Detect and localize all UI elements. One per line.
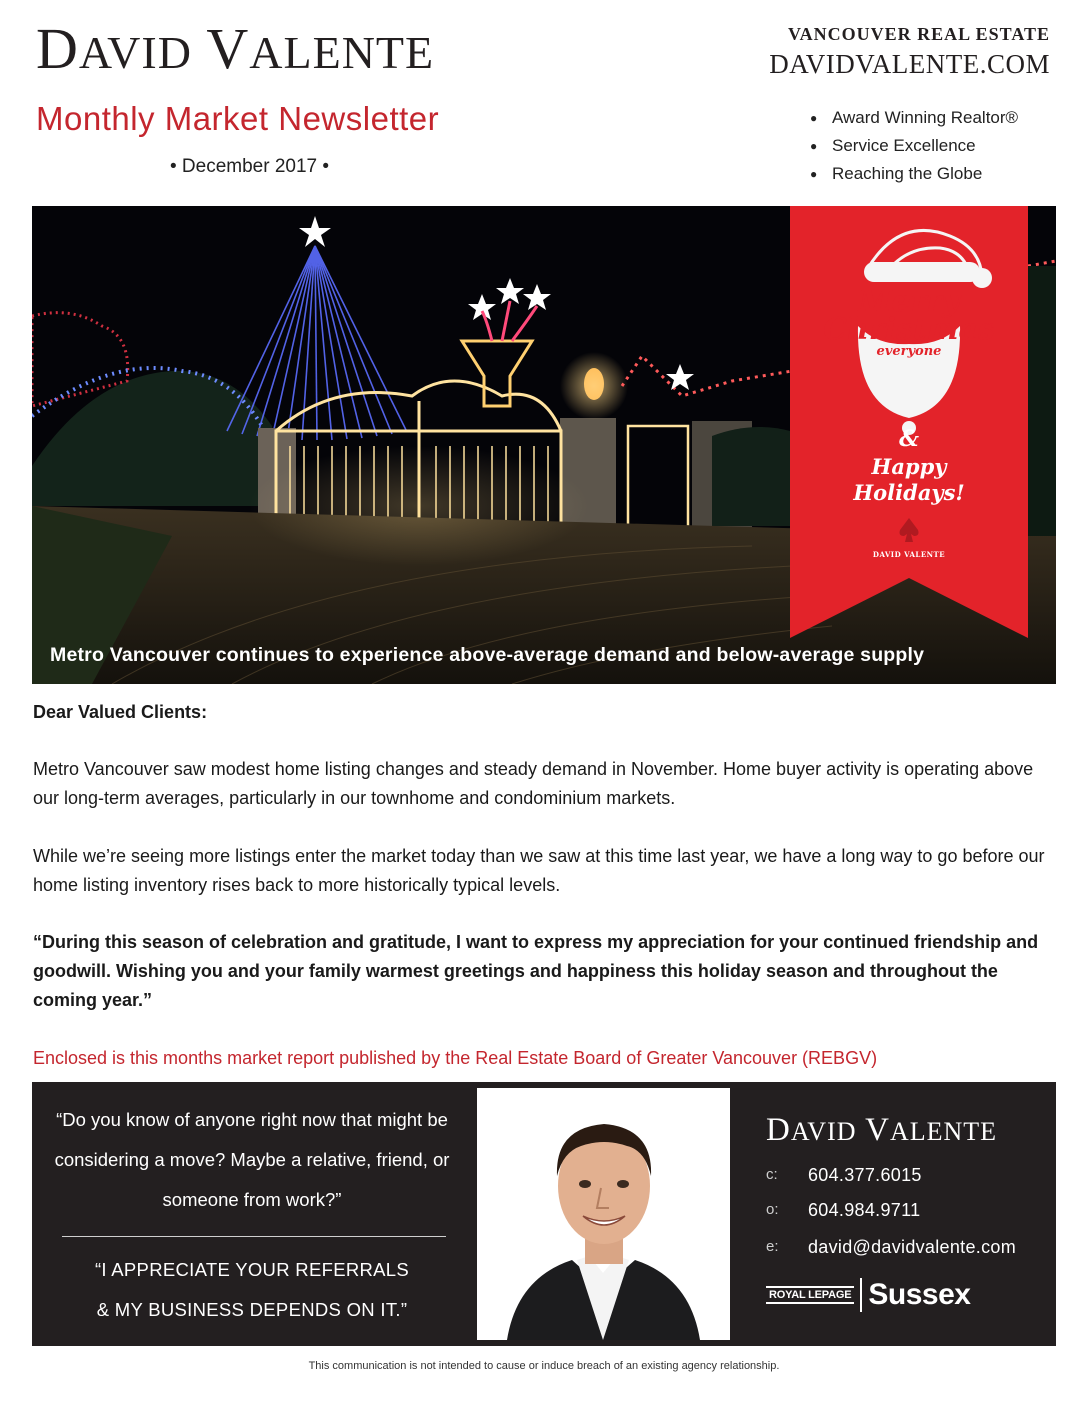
- banner-christmas: Christmas: [823, 312, 995, 347]
- bullet-icon: ●: [810, 111, 818, 125]
- agent-name: DAVID VALENTE: [766, 1112, 998, 1148]
- divider: [62, 1236, 446, 1237]
- email-link[interactable]: e: david@davidvalente.com: [766, 1237, 1016, 1257]
- bullet-icon: ●: [810, 167, 818, 181]
- brand-last-rest: ALENTE: [249, 27, 435, 78]
- brand-name: [36, 16, 435, 81]
- list-item: ● Service Excellence: [810, 132, 1018, 160]
- enclosed-note: Enclosed is this months market report published by the Real Estate Board of Greater Vancouver (REBGV): [33, 1048, 878, 1068]
- banner-happy: Happy: [871, 454, 947, 479]
- highlights-list: [810, 104, 1018, 188]
- agent-portrait: [477, 1088, 730, 1340]
- logo-divider: [860, 1278, 862, 1312]
- hero-caption: Metro Vancouver continues to experience above-average demand and below-average supply: [50, 644, 925, 666]
- paragraph-demand: Metro Vancouver saw modest home listing changes and steady demand in November. Home buyer activity is operating above our long-term averages, particularly in our townhome and condominium markets.: [33, 759, 1034, 808]
- newsletter-title: Monthly Market Newsletter: [36, 100, 440, 137]
- contact-footer: [32, 1082, 1056, 1346]
- brand-first-rest: AVID: [78, 27, 192, 78]
- list-item: ● Reaching the Globe: [810, 160, 1018, 188]
- cell-phone[interactable]: c: 604.377.6015: [766, 1165, 922, 1185]
- holiday-banner: [790, 206, 1028, 638]
- list-item: ● Award Winning Realtor®: [810, 104, 1018, 132]
- disclaimer: This communication is not intended to cause or induce breach of an existing agency relationship.: [308, 1360, 780, 1372]
- banner-signature: DAVID VALENTE: [872, 550, 946, 559]
- royal-lepage-logo: ROYAL LEPAGE: [766, 1286, 854, 1304]
- holiday-quote: “During this season of celebration and gratitude, I want to express my appreciation for your continued friendship and goodwill. Wishing you and your family warmest greetings and happiness this holiday season and throughout the coming year.”: [33, 932, 1039, 1010]
- office-phone[interactable]: o: 604.984.9711: [766, 1200, 921, 1220]
- banner-merry: Merry: [858, 284, 960, 319]
- site-tag: [769, 24, 1050, 80]
- site-url[interactable]: DAVIDVALENTE.COM: [769, 49, 1050, 79]
- site-tagline: VANCOUVER REAL ESTATE: [787, 24, 1050, 44]
- salutation: Dear Valued Clients:: [33, 702, 208, 722]
- issue-date: • December 2017 •: [170, 156, 330, 177]
- referral-statement: “I APPRECIATE YOUR REFERRALS & MY BUSINESS DEPENDS ON IT.”: [94, 1259, 410, 1320]
- brand-first-initial: D: [36, 16, 79, 81]
- banner-ampersand: &: [899, 426, 919, 452]
- agent-photo: [477, 1088, 730, 1340]
- sussex-logo: Sussex: [868, 1278, 971, 1311]
- hero-image: [32, 206, 1056, 684]
- brand-last-initial: V: [206, 16, 250, 81]
- paragraph-listings: While we’re seeing more listings enter the market today than we saw at this time last year, we have a long way to go before our home listing inventory rises back to more historically typical levels.: [33, 846, 1045, 895]
- referral-question: “Do you know of anyone right now that might be considering a move? Maybe a relative, friend, or someone from work?”: [54, 1109, 450, 1210]
- banner-holidays: Holidays!: [853, 480, 965, 505]
- brokerage-logo: [766, 1278, 970, 1312]
- banner-everyone: everyone: [876, 344, 942, 359]
- bullet-icon: ●: [810, 139, 818, 153]
